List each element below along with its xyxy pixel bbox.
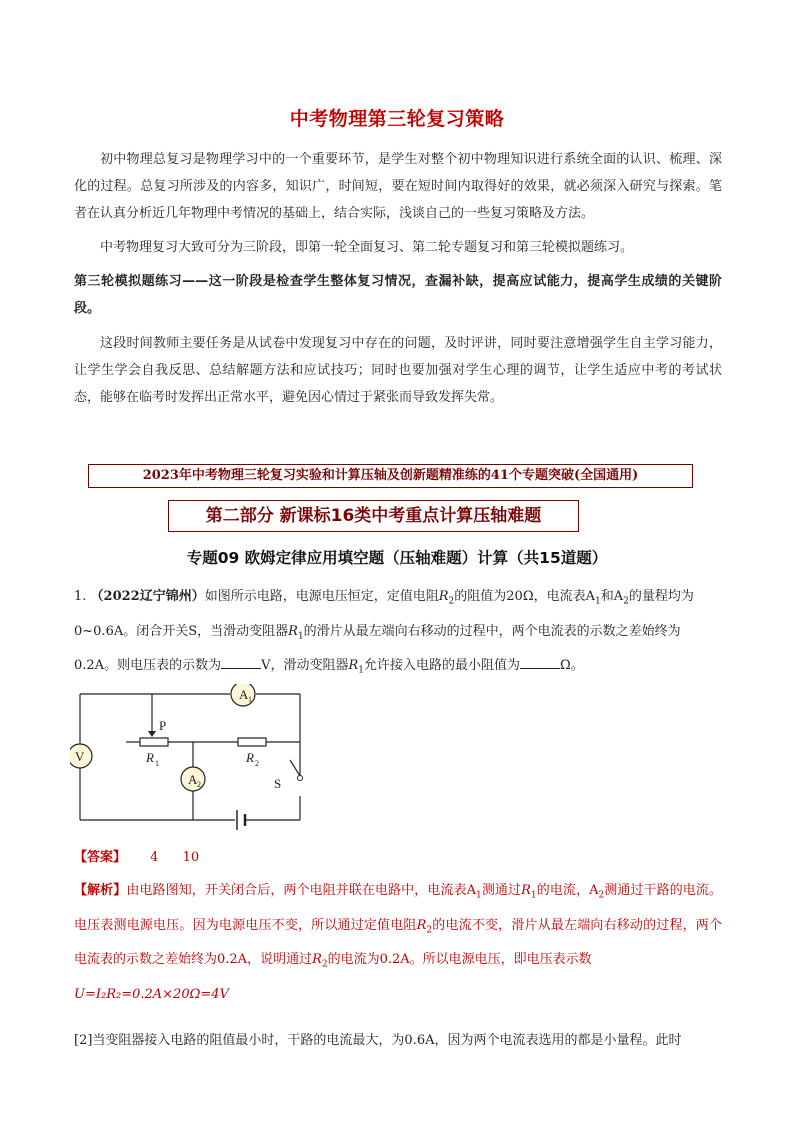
- svg-text:2: 2: [255, 759, 259, 768]
- topic-title: 专题09 欧姆定律应用填空题（压轴难题）计算（共15道题）: [186, 549, 608, 567]
- voltmeter-icon: [70, 744, 92, 768]
- answer-blank-2[interactable]: [520, 654, 560, 669]
- slider-label: P: [159, 718, 167, 733]
- ammeter-a1-icon: [231, 684, 255, 706]
- explanation: 【解析】由电路图知，开关闭合后，两个电阻并联在电路中，电流表$A_1$测通过$R_1$的电流，$A_2$测通过干路的电流。电压表测电源电压。因为电源电压不变，所以通过定值电阻$R_2$的电流不变，滑片从最左端向右移动的过程，两个电流表的示数之差始终为0.2A，说明通过$R_2$的电流为0.2A。所以电源电压，即电压表示数 U=I₂R₂=0.2A×20Ω=4V: [74, 883, 722, 1002]
- switch-label: S: [274, 776, 282, 791]
- intro-paragraph-2: 中考物理复习大致可分为三阶段，即第一轮全面复习、第二轮专题复习和第三轮模拟题练习。: [100, 240, 634, 255]
- question-1: 1. （2022辽宁锦州）如图所示电路，电源电压恒定，定值电阻$R_2$的阻值为20Ω，电流表$A_1$和$A_2$的量程均为0~0.6A。闭合开关S，当滑动变阻器$R_1$的滑片从最左端向右移动的过程中，两个电流表的示数之差始终为0.2A。则电压表的示数为 V，滑动变阻器$R_1$允许接入电路的最小阻值为 Ω。: [74, 589, 694, 676]
- part-banner: 第二部分 新课标16类中考重点计算压轴难题: [168, 500, 579, 532]
- svg-text:1: 1: [155, 759, 159, 768]
- intro-paragraph-3: 第三轮模拟题练习——这一阶段是检查学生整体复习情况，查漏补缺，提高应试能力，提高学生成绩的关键阶段。: [74, 274, 722, 316]
- intro-paragraph-4: 这段时间教师主要任务是从试卷中发现复习中存在的问题，及时评讲，同时要注意增强学生自主学习能力，让学生学会自我反思、总结解题方法和应试技巧；同时也要加强对学生心理的调节，让学生适应中考的考试状态，能够在临考时发挥出正常水平，避免因心情过于紧张而导致发挥失常。: [74, 336, 722, 405]
- svg-text:2: 2: [197, 780, 201, 789]
- answer-blank-1[interactable]: [221, 654, 261, 669]
- page-title: 中考物理第三轮复习策略: [289, 108, 505, 130]
- explanation-part-2: [2]当变阻器接入电路的阻值最小时，干路的电流最大，为0.6A，因为两个电流表选用的都是小量程。此时: [74, 1033, 682, 1048]
- r2-label: R: [246, 750, 254, 765]
- question-source: （2022辽宁锦州）: [90, 589, 205, 604]
- answer-value-2: 10: [182, 850, 200, 865]
- intro-paragraph-1: 初中物理总复习是物理学习中的一个重要环节，是学生对整个初中物理知识进行系统全面的认识、梳理、深化的过程。总复习所涉及的内容多，知识广，时间短，要在短时间内取得好的效果，就必须深入研究与探索。笔者在认真分析近几年物理中考情况的基础上，结合实际，浅谈自己的一些复习策略及方法。: [74, 152, 722, 221]
- formula: U=I₂R₂=0.2A×20Ω=4V: [74, 986, 229, 1002]
- answer-value-1: 4: [150, 850, 159, 865]
- svg-text:V: V: [75, 749, 85, 764]
- answer-line: [74, 846, 199, 865]
- circuit-diagram: [70, 684, 310, 834]
- svg-text:A: A: [239, 687, 249, 702]
- answer-label: 【答案】: [74, 850, 127, 865]
- question-number: 1.: [74, 589, 87, 604]
- ammeter-a2-icon: [181, 767, 205, 791]
- r1-label: R: [146, 750, 154, 765]
- svg-text:1: 1: [248, 695, 252, 704]
- series-banner: 2023年中考物理三轮复习实验和计算压轴及创新题精准练的41个专题突破(全国通用): [88, 464, 693, 488]
- svg-text:A: A: [188, 772, 198, 787]
